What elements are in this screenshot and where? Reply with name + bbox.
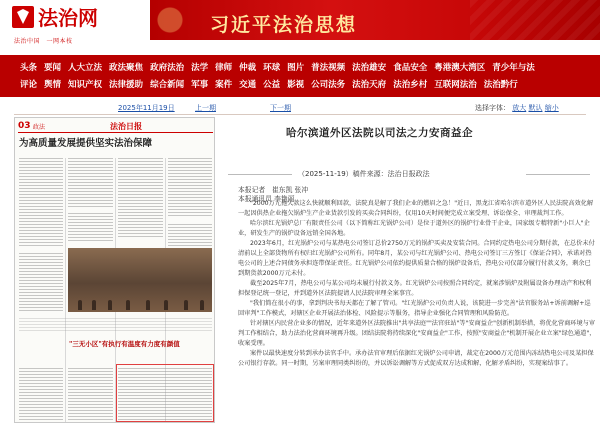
banner-pattern — [470, 0, 600, 40]
nav-item-row2-11[interactable]: 法治天府 — [352, 80, 387, 90]
paper-text-block[interactable] — [68, 368, 113, 420]
nav-item-row2-10[interactable]: 公司法务 — [311, 80, 346, 90]
photo-figure — [184, 300, 188, 310]
paper-text-block[interactable] — [168, 158, 212, 218]
font-shrink-link[interactable]: 缩小 — [544, 104, 559, 112]
paper-rule — [18, 132, 213, 133]
paper-page-number: 03 — [18, 121, 31, 131]
logo-icon — [12, 4, 112, 32]
article-paragraph: "2000万元拖欠款这么快就顺利回款，法院真是解了我们企业的燃眉之急！"近日，黑龙江省哈尔滨市道外区人民法院高效化解一起因供热企业拖欠锅炉生产企业货款引发的买卖合同纠纷，仅用10天时间便完成立案受理、诉讼保全、审理裁判工作。 — [238, 200, 594, 217]
photo-figure — [108, 300, 112, 310]
nav-item-row2-12[interactable]: 法治乡村 — [393, 80, 428, 90]
nav-item-row2-2[interactable]: 知识产权 — [68, 80, 103, 90]
font-size-control — [475, 103, 559, 113]
nav-item-row1-13[interactable]: 粤港澳大湾区 — [434, 63, 486, 73]
article-correspondent: 本报通讯员 李艳丽 — [238, 195, 295, 203]
paper-text-block[interactable] — [19, 158, 63, 248]
paper-photo[interactable] — [68, 248, 212, 312]
article-paragraph: 哈尔滨红光锅炉总厂有限责任公司（以下简称红光锅炉公司）是位于道外区的锅炉行业骨干企业，国家级专精特新"小巨人"企业，研发生产的锅炉设备远销全国各地。 — [238, 220, 590, 237]
nav-item-row1-10[interactable]: 普法视频 — [311, 63, 346, 73]
nav-item-row1-12[interactable]: 食品安全 — [393, 63, 428, 73]
nav-item-row2-1[interactable]: 舆情 — [44, 80, 62, 90]
current-article-highlight[interactable] — [116, 364, 214, 422]
date-bar — [0, 100, 600, 114]
photo-figure — [126, 300, 130, 310]
site-banner[interactable] — [150, 0, 600, 40]
paper-text-block[interactable] — [118, 158, 163, 238]
paper-text-block[interactable] — [68, 213, 113, 243]
article-title: 哈尔滨道外区法院以司法之力安商益企 — [286, 127, 473, 139]
article-reporter: 本报记者 崔东凯 张冲 — [238, 186, 309, 194]
paper-column-divider — [65, 158, 66, 422]
main-nav — [0, 55, 600, 97]
nav-item-row2-5[interactable]: 军事 — [191, 80, 209, 90]
nav-row-1 — [20, 61, 542, 75]
paper-red-title[interactable]: "三无小区"有执行有温度有力度有颜值 — [69, 340, 180, 348]
nav-item-row2-7[interactable]: 交通 — [239, 80, 257, 90]
article-source: （2025-11-19）稿件来源：法治日报政法 — [298, 170, 430, 178]
article-panel — [226, 117, 596, 423]
newspaper-page-thumbnail[interactable] — [14, 117, 215, 423]
site-header — [0, 0, 600, 53]
nav-item-row2-13[interactable]: 互联网法治 — [434, 80, 477, 90]
photo-figure — [164, 300, 168, 310]
paper-brand: 法治日报 — [110, 121, 142, 131]
paper-text-block[interactable] — [68, 158, 113, 208]
paper-header — [15, 118, 215, 132]
nav-item-row1-6[interactable]: 律师 — [215, 63, 233, 73]
nav-item-row2-3[interactable]: 法律援助 — [109, 80, 144, 90]
banner-emblem-icon — [150, 0, 205, 40]
nav-item-row1-5[interactable]: 法学 — [191, 63, 209, 73]
header-divider — [14, 114, 586, 115]
nav-item-row2-8[interactable]: 公益 — [263, 80, 281, 90]
nav-item-row1-11[interactable]: 法治雄安 — [352, 63, 387, 73]
font-enlarge-link[interactable]: 放大 — [512, 104, 527, 112]
source-dash-left — [228, 174, 292, 175]
nav-item-row1-0[interactable]: 头条 — [20, 63, 38, 73]
article-paragraph: 案件以最快速度分转到承办法官手中。承办法官审理后依据红光锅炉公司申请，裁定在2000万元范围内冻结热电公司及某担保公司银行存款。同一时期，另案审理同类纠纷的，并以诉讼调解等方式促成双方达成和解，化解矛盾纠纷，实现案结事了。 — [238, 350, 594, 367]
nav-item-row2-4[interactable]: 综合新闻 — [150, 80, 185, 90]
banner-title: 习近平法治思想 — [210, 14, 358, 36]
nav-item-row1-7[interactable]: 仲裁 — [239, 63, 257, 73]
nav-item-row2-9[interactable]: 影视 — [287, 80, 305, 90]
site-logo[interactable] — [12, 4, 112, 32]
site-tagline: 法治中国 一网本枝 — [14, 38, 73, 45]
paper-text-block[interactable] — [19, 318, 212, 332]
nav-item-row2-0[interactable]: 评论 — [20, 80, 38, 90]
nav-item-row1-8[interactable]: 环球 — [263, 63, 281, 73]
nav-item-row2-6[interactable]: 案件 — [215, 80, 233, 90]
font-size-label: 选择字体： — [475, 104, 510, 112]
next-issue-link[interactable]: 下一期 — [270, 104, 291, 112]
nav-item-row2-14[interactable]: 法治黔行 — [483, 80, 518, 90]
nav-item-row1-3[interactable]: 政法聚焦 — [109, 63, 144, 73]
article-paragraph: 截至2025年7月，热电公司与某公司均未履行付款义务。红光锅炉公司按照合同约定，就案涉锅炉及附属设备办理动产和权利担保登记统一登记，并到道外区法院提请人民法院审理全案事宜。 — [238, 280, 592, 297]
article-paragraph: 针对辖区内民营企业多的情况，近年来道外区法院推出"共享法庭""法官驻站"等"安商益企"创新机制举措，将优化营商环境与审判工作相结合，助力法治化营商环境再升级。团结法院将持续深化"安商益企"工作，按照"安商益企"机制开展企业立案"绿色通道"，收案受理。 — [238, 320, 596, 347]
nav-item-row1-4[interactable]: 政府法治 — [150, 63, 185, 73]
nav-item-row1-2[interactable]: 人大立法 — [68, 63, 103, 73]
photo-figure — [200, 300, 204, 310]
article-paragraph: 2023年6月，红光锅炉公司与某热电公司签订总价2750万元的锅炉买卖及安装合同。合同约定热电公司分期付款，在总价未付清前以上全部货物所有权归红光锅炉公司所有。同年8月，某公司与红光锅炉公司、热电公司签订三方签订《保证合同》，承诺对热电公司的上述合同债务承担连带保证责任。红光锅炉公司依约提供质量合格的锅炉设备后，热电公司仅部分履行付款义务，剩余已到期货款2000万元未付。 — [238, 240, 595, 277]
article-body — [238, 199, 596, 369]
nav-item-row1-1[interactable]: 要闻 — [44, 63, 62, 73]
source-dash-right — [526, 174, 590, 175]
prev-issue-link[interactable]: 上一期 — [195, 104, 216, 112]
photo-figure — [78, 300, 82, 310]
nav-row-2 — [20, 78, 525, 92]
photo-figure — [92, 300, 96, 310]
photo-figure — [146, 300, 150, 310]
paper-headline[interactable]: 为高质量发展提供坚实法治保障 — [19, 138, 153, 149]
issue-date-link[interactable]: 2025年11月19日 — [118, 104, 175, 112]
article-paragraph: "我们简在很小的事，拿到判决书每天都在了解了管司。"红光锅炉公司负责人说，该院进一步完善"法官服务站+诉前调解+巡回审判"工作模式，对辖区企业开展法治体检、风险提示等服务，指导企业强化合同管理和风险防范。 — [238, 300, 591, 317]
nav-item-row1-9[interactable]: 图片 — [287, 63, 305, 73]
paper-section: 政法 — [33, 124, 46, 131]
paper-text-block[interactable] — [19, 253, 63, 313]
nav-item-row1-14[interactable]: 青少年与法 — [492, 63, 535, 73]
font-default-link[interactable]: 默认 — [528, 104, 543, 112]
paper-text-block[interactable] — [19, 368, 63, 420]
svg-text:法治网: 法治网 — [38, 6, 98, 30]
